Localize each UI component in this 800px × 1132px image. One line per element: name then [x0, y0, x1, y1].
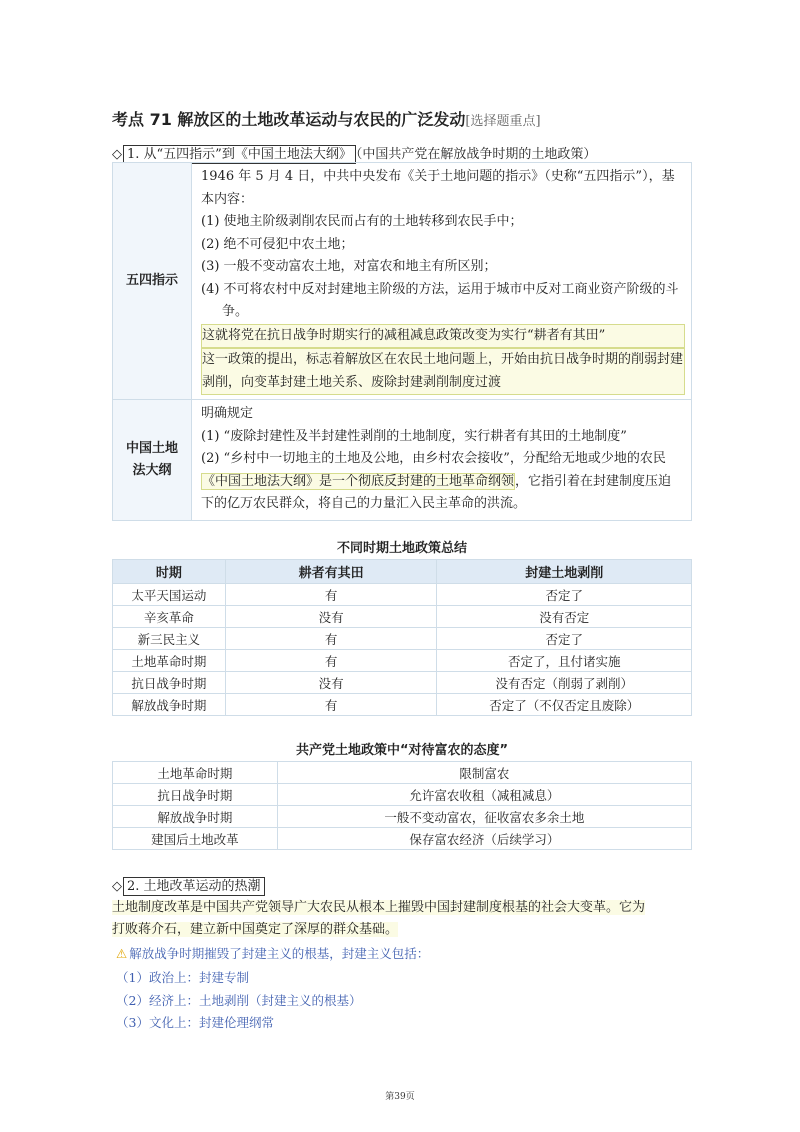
summary-header-row [113, 560, 692, 584]
table-cell: 有 [225, 650, 437, 672]
table-cell: 允许富农收租（减租减息） [277, 784, 691, 806]
note-item: （2）经济上：土地剥削（封建主义的根基） [116, 993, 362, 1008]
table-cell: 抗日战争时期 [113, 784, 278, 806]
table-cell: 限制富农 [277, 762, 691, 784]
attitude-table [112, 761, 692, 850]
policy-table [112, 162, 692, 521]
paragraph-line: 土地制度改革是中国共产党领导广大农民从根本上摧毁中国封建制度根基的社会大变革。它为 [112, 900, 646, 915]
table-cell: 一般不变动富农，征收富农多余土地 [277, 806, 691, 828]
paragraph-line: 打败蒋介石，建立新中国奠定了深厚的群众基础。 [112, 922, 399, 937]
heading-tag: [选择题重点] [465, 114, 541, 129]
wusi-highlight: 这就将党在抗日战争时期实行的减租减息政策改变为实行“耕者有其田” [201, 324, 685, 349]
wusi-item: (3) 一般不变动富农土地，对富农和地主有所区别； [201, 259, 497, 274]
table-row [113, 628, 692, 650]
wusi-item: (2) 绝不可侵犯中农土地； [201, 236, 354, 252]
table-cell: 建国后土地改革 [113, 828, 278, 850]
section-2-title [112, 875, 265, 894]
table-row [113, 762, 692, 784]
note-lead [116, 944, 429, 962]
table-cell: 否定了（不仅否定且废除） [437, 694, 692, 716]
table-cell: 有 [225, 694, 437, 716]
table-cell: 解放战争时期 [113, 806, 278, 828]
table-cell: 抗日战争时期 [113, 672, 226, 694]
section-2-boxed-label: 2. 土地改革运动的热潮 [123, 877, 265, 896]
dagang-label-line: 中国土地 [125, 441, 178, 456]
policy-row-label: 五四指示 [113, 163, 192, 400]
table-cell: 太平天国运动 [113, 584, 226, 606]
dagang-item: (2) “乡村中一切地主的土地及公地，由乡村农会接收”，分配给无地或少地的农民 [201, 451, 666, 466]
table-row [113, 828, 692, 850]
diamond-icon: ◇ [112, 147, 122, 162]
summary-header-cell: 封建土地剥削 [437, 560, 692, 584]
dagang-tail: ，它指引着在封建制度压迫 [515, 473, 672, 489]
attitude-table-title: 共产党土地政策中“对待富农的态度” [295, 743, 509, 758]
table-cell: 否定了，且付诸实施 [437, 650, 692, 672]
heading-title: 考点 71 解放区的土地改革运动与农民的广泛发动 [112, 110, 466, 129]
summary-header-cell: 时期 [113, 560, 226, 584]
table-cell: 辛亥革命 [113, 606, 226, 628]
table-row [113, 606, 692, 628]
summary-header-cell: 耕者有其田 [225, 560, 437, 584]
dagang-intro: 明确规定 [201, 406, 254, 421]
table-row [113, 672, 692, 694]
policy-row-body [192, 400, 692, 521]
table-cell: 否定了 [437, 584, 692, 606]
wusi-intro: 1946 年 5 月 4 日，中共中央发布《关于土地问题的指示》（史称“五四指示”），基本内容： [201, 169, 675, 207]
policy-row-wusi [113, 163, 692, 400]
policy-row-body [192, 163, 692, 400]
diamond-icon: ◇ [112, 879, 122, 894]
page-number: 第39页 [385, 1092, 415, 1102]
note-lead-text: 解放战争时期摧毁了封建主义的根基，封建主义包括： [129, 946, 430, 961]
dagang-item: (1) “废除封建性及半封建性剥削的土地制度，实行耕者有其田的土地制度” [201, 428, 627, 444]
table-cell: 解放战争时期 [113, 694, 226, 716]
table-cell: 土地革命时期 [113, 650, 226, 672]
dagang-highlight: 《中国土地法大纲》是一个彻底反封建的土地革命纲领 [202, 473, 515, 489]
policy-row-dagang [113, 400, 692, 521]
summary-table-title: 不同时期土地政策总结 [336, 541, 467, 556]
table-cell: 土地革命时期 [113, 762, 278, 784]
page-heading [112, 107, 541, 130]
table-cell: 没有否定（削弱了剥削） [437, 672, 692, 694]
table-cell: 有 [225, 584, 437, 606]
wusi-item: (4) 不可将农村中反对封建地主阶级的方法，运用于城市中反对工商业资产阶级的斗争。 [201, 281, 679, 319]
wusi-item: (1) 使地主阶级剥削农民而占有的土地转移到农民手中； [201, 214, 523, 229]
section-1-title [112, 143, 596, 162]
land-reform-paragraph [112, 897, 692, 941]
table-row [113, 650, 692, 672]
table-row [113, 806, 692, 828]
note-item: （3）文化上：封建伦理纲常 [116, 1015, 274, 1030]
policy-row-label [113, 400, 192, 521]
note-item: （1）政治上：封建专制 [116, 970, 249, 985]
table-row [113, 694, 692, 716]
table-cell: 否定了 [437, 628, 692, 650]
table-row [113, 584, 692, 606]
warning-icon: ⚠ [116, 946, 128, 961]
table-cell: 有 [225, 628, 437, 650]
summary-table [112, 559, 692, 716]
section-1-note: （中国共产党在解放战争时期的土地政策） [355, 147, 597, 162]
dagang-line [201, 471, 685, 494]
dagang-label-line: 法大纲 [132, 463, 172, 478]
table-cell: 保存富农经济（后续学习） [277, 828, 691, 850]
table-cell: 没有 [225, 672, 437, 694]
table-cell: 没有 [225, 606, 437, 628]
wusi-highlight: 这一政策的提出，标志着解放区在农民土地问题上，开始由抗日战争时期的削弱封建剥削，向变革封建土地关系、废除封建剥削制度过渡 [201, 348, 685, 395]
section-1-boxed-label: 1. 从“五四指示”到《中国土地法大纲》 [123, 145, 356, 164]
table-row [113, 784, 692, 806]
table-cell: 没有否定 [437, 606, 692, 628]
table-cell: 新三民主义 [113, 628, 226, 650]
dagang-line: 下的亿万农民群众，将自己的力量汇入民主革命的洪流。 [201, 496, 527, 511]
